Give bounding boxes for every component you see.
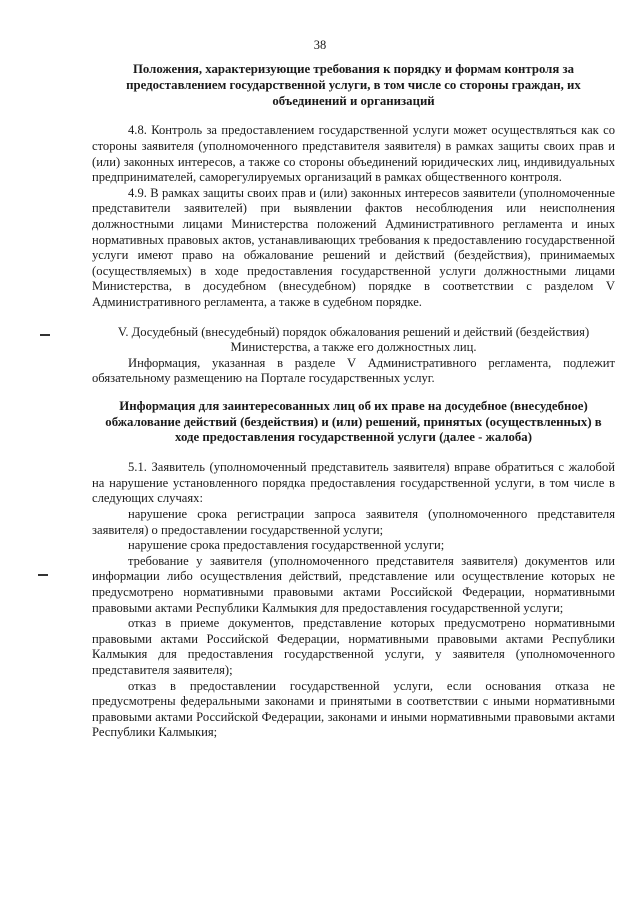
paragraph-4-8: 4.8. Контроль за предоставлением государственной услуги может осуществляться как со стороны заявителя (уполномоченного представителя заявителя) в рамках защиты своих прав и (или) законных интересов, а также со стороны объединений юридических лиц, индивидуальных предпринимателей, саморегулируемых организаций в рамках общественного контроля. <box>92 123 615 185</box>
list-item: нарушение срока регистрации запроса заявителя (уполномоченного представителя заявителя) о предоставлении государственной услуги; <box>92 507 615 537</box>
margin-mark <box>38 574 48 576</box>
list-item: требование у заявителя (уполномоченного представителя заявителя) документов или информации либо осуществления действий, представление или осуществление которых не предусмотрено нормативными правовыми актами Российской Федерации, нормативными правовыми актами Республики Калмыкия для предоставления государственной услуги; <box>92 553 615 615</box>
section-title: V. Досудебный (внесудебный) порядок обжалования решений и действий (бездействия) Министерства, а также его должностных лиц. <box>117 324 590 355</box>
list-item: нарушение срока предоставления государственной услуги; <box>128 538 445 553</box>
paragraph-5-1: 5.1. Заявитель (уполномоченный представитель заявителя) вправе обратиться с жалобой на нарушение установленного порядка предоставления государственной услуги, в том числе в следующих случаях: <box>92 460 615 506</box>
document-body <box>92 62 615 741</box>
section-heading: Положения, характеризующие требования к порядку и формам контроля за предоставлением государственной услуги, в том числе со стороны граждан, их объединений и организаций <box>126 62 581 108</box>
list-item: отказ в приеме документов, представление которых предусмотрено нормативными правовыми актами Российской Федерации, нормативными правовыми актами Республики Калмыкия для предоставления государственной услуги, у заявителя (уполномоченного представителя заявителя); <box>92 616 615 677</box>
paragraph-4-9: 4.9. В рамках защиты своих прав и (или) законных интересов заявители (уполномоченные представители заявителей) при выявлении фактов несоблюдения или неисполнения должностными лицами Министерства положений Административного регламента и иных нормативных правовых актов, устанавливающих требования к предоставлению государственной услуги имеют право на обжалование решений и действий (бездействия), принимаемых (осуществляемых) в ходе предоставления государственной услуги должностными лицами Министерства, в досудебном (внесудебном) порядке в соответствии с разделом V Административного регламента, а также в судебном порядке. <box>92 185 615 309</box>
section-info-paragraph: Информация, указанная в разделе V Административного регламента, подлежит обязательному размещению на Портале государственных услуг. <box>92 355 615 386</box>
margin-mark <box>40 334 50 336</box>
section-heading: Информация для заинтересованных лиц об их праве на досудебное (внесудебное) обжалование действий (бездействия) и (или) решений, принятых (осуществленных) в ходе предоставления государственной услуги (далее - жалоба) <box>105 398 602 445</box>
page-number: 38 <box>313 38 327 52</box>
list-item: отказ в предоставлении государственной услуги, если основания отказа не предусмотрены федеральными законами и принятыми в соответствии с иными нормативными правовыми актами Российской Федерации, законами и иными нормативными правовыми актами Республики Калмыкия; <box>92 678 615 740</box>
